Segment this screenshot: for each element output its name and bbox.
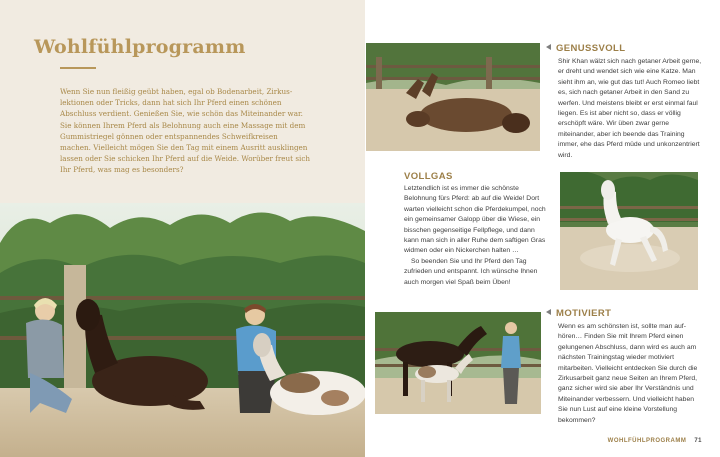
section-body-genussvoll-text: Shir Khan wälzt sich nach getaner Arbeit gerne, er dreht und wendet sich wie eine Katze. Man sieht ihm an, wie gut das tut! Auch Romeo liebt es, sich nach getaner Arbeit in den Sand zu werfen. Und meistens bleibt er erst einmal faul liegen. Es ist aber nicht so, dass er völlig erschöpft wäre. Wir üben zwar gerne miteinander, aber ich beende das Training immer, ehe das Pferd müde und unkonzentriert wird. (558, 58, 702, 159)
section-heading-vollgas-text: VOLLGAS (404, 171, 453, 182)
section-heading-motiviert-text: MOTIVIERT (556, 308, 612, 319)
section-body-vollgas-p2: So beenden Sie und Ihr Pferd den Tag zufrieden und entspannt. Ich wünsche Ihnen auch morgen viel Spaß beim Üben! (404, 257, 538, 286)
section-body-vollgas (404, 184, 546, 288)
page-title: Wohlfühlprogramm (34, 36, 246, 58)
galloping-horse-photo (560, 172, 698, 290)
horse-and-pony-photo (375, 312, 541, 414)
section-body-genussvoll (558, 57, 704, 161)
running-footer-label: WOHLFÜHLPROGRAMM (607, 438, 687, 444)
section-body-vollgas-p1: Letztendlich ist es immer die schönste Belohnung fürs Pferd: ab auf die Weide! Dort warten vielleicht schon die Pferdekumpel, noch ein gemeinsamer Galopp über die Wiese, ein bisschen gegenseitige Fellpflege, und dann kann man sich in aller Ruhe dem saftigen Gras widmen oder ein Nickerchen halten … (404, 185, 546, 255)
section-body-motiviert-text: Wenn es am schönsten ist, sollte man aufhören… Finden Sie mit Ihrem Pferd einen gelungenen Abschluss, dann wird es auch am nächsten Trainingstag wieder motiviert mitarbeiten. Vielleicht entdecken Sie durch die Zirkusarbeit ganz neue Seiten an Ihrem Pferd, ganz sicher wird sie aber Ihr Verständnis und Miteinander verbessern. Und vielleicht haben Sie nun Lust auf eine kleine Vorstellung bekommen? (558, 323, 698, 424)
hero-photo (0, 203, 365, 457)
section-heading-motiviert (546, 308, 611, 319)
rolling-horse-photo (366, 43, 540, 151)
arrow-left-icon (546, 309, 551, 315)
section-heading-vollgas (404, 171, 453, 182)
page-footer (608, 438, 702, 444)
section-heading-genussvoll-text: GENUSSVOLL (556, 43, 626, 54)
section-heading-genussvoll (546, 43, 625, 54)
page-number: 71 (694, 438, 702, 444)
intro-paragraph: Wenn Sie nun fleißig geübt haben, egal ob Bodenarbeit, Zirkuslektionen oder Tricks, dann hat sich Ihr Pferd einen schönen Abschluss verdient. Genießen Sie, wie schön das Miteinander war. Sie können Ihrem Pferd als Belohnung auch eine Massage mit dem Gummistriegel gönnen oder entspannendes Schweifkreisen machen. Vielleicht mögen Sie den Tag mit einem Ausritt ausklingen lassen oder Sie schicken Ihr Pferd auf die Weide. Worüber freut sich Ihr Pferd, was mag es besonders? (60, 87, 310, 175)
arrow-left-icon (546, 44, 551, 50)
section-body-motiviert (558, 322, 704, 426)
title-rule (60, 67, 96, 69)
